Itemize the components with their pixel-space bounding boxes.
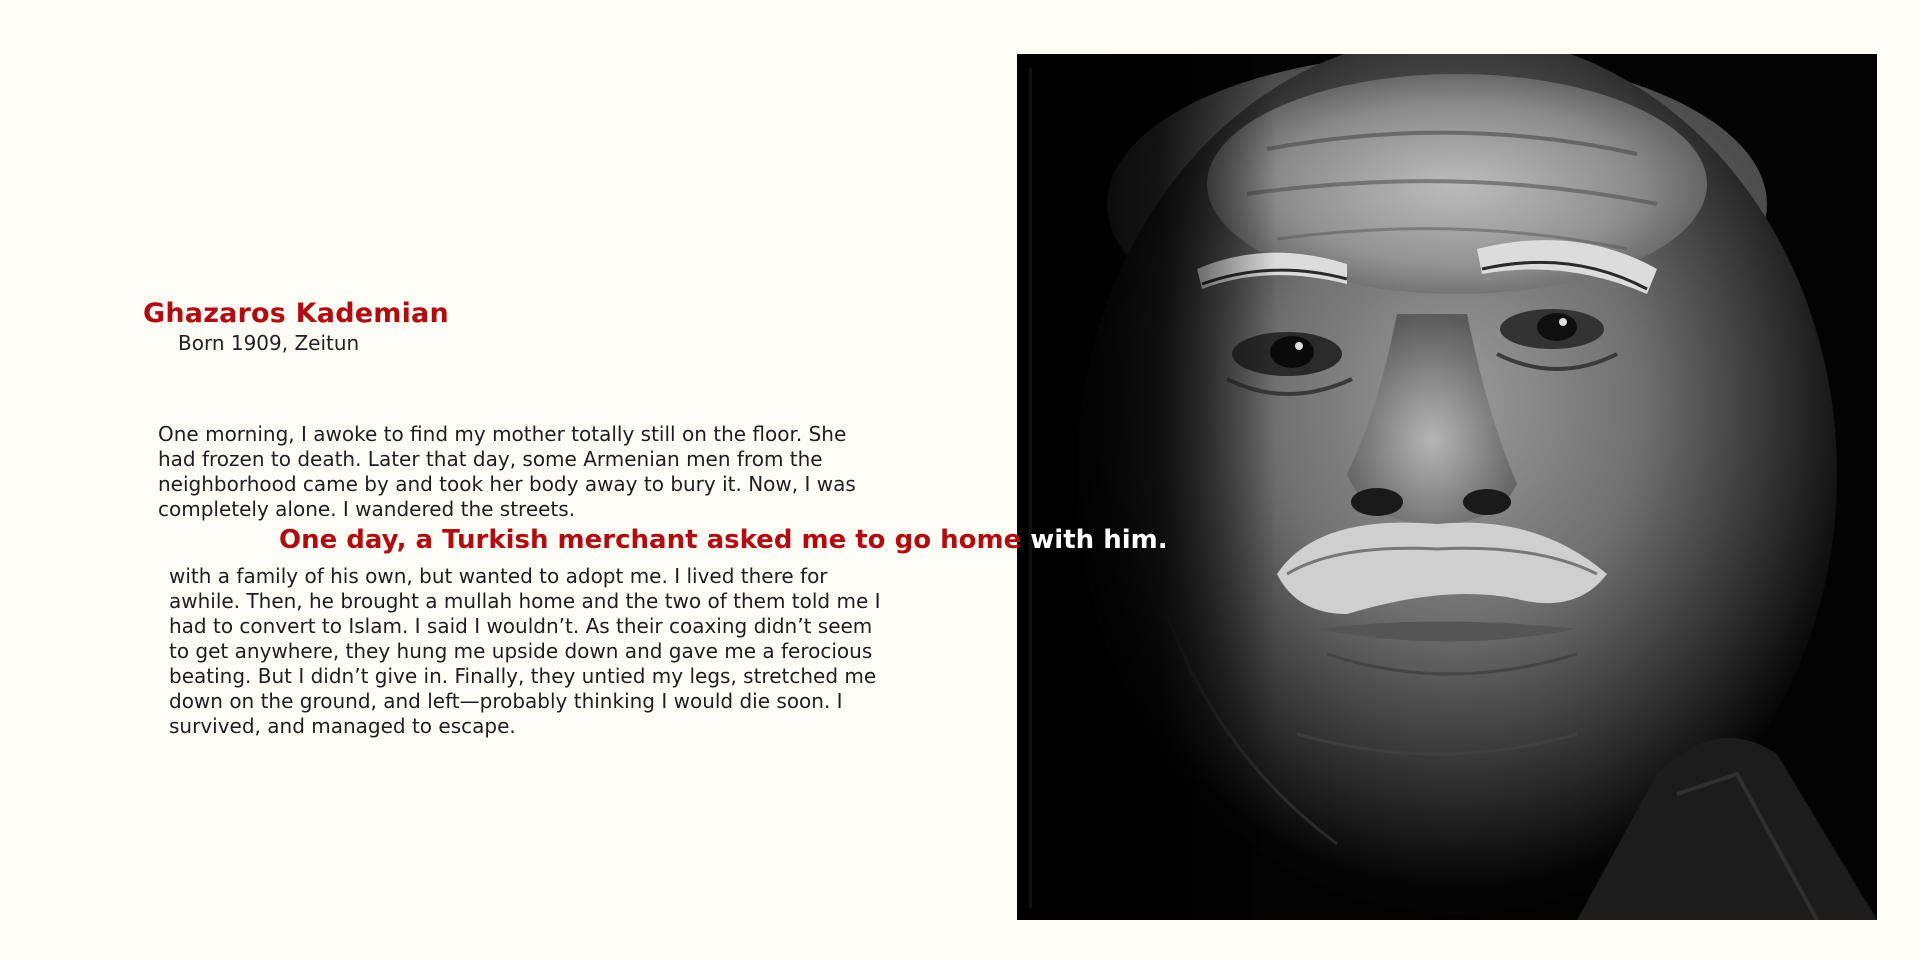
story-line: beating. But I didn’t give in. Finally, they untied my legs, stretched me (169, 664, 877, 688)
story-line: survived, and managed to escape. (169, 714, 516, 738)
story-line: had frozen to death. Later that day, some Armenian men from the (158, 447, 823, 471)
story-line: with a family of his own, but wanted to adopt me. I lived there for (169, 564, 828, 588)
story-line: to get anywhere, they hung me upside down and gave me a ferocious (169, 639, 873, 663)
story-line: had to convert to Islam. I said I wouldn’t. As their coaxing didn’t seem (169, 614, 873, 638)
pull-quote-white: with him. (1021, 525, 1168, 555)
story-line: awhile. Then, he brought a mullah home and the two of them told me I (169, 589, 881, 613)
pull-quote (279, 525, 1168, 555)
story-line: One morning, I awoke to find my mother totally still on the floor. She (158, 422, 847, 446)
subject-name: Ghazaros Kademian (143, 298, 449, 329)
story-paragraph-1 (158, 422, 918, 522)
story-paragraph-2 (169, 564, 929, 739)
story-line: down on the ground, and left—probably thinking I would die soon. I (169, 689, 843, 713)
story-line: completely alone. I wandered the streets. (158, 497, 576, 521)
portrait-photo (1017, 54, 1877, 920)
pull-quote-red: One day, a Turkish merchant asked me to go home (279, 525, 1022, 555)
subject-birth-info: Born 1909, Zeitun (178, 331, 360, 355)
story-line: neighborhood came by and took her body away to bury it. Now, I was (158, 472, 856, 496)
portrait-photo-icon (1017, 54, 1877, 920)
